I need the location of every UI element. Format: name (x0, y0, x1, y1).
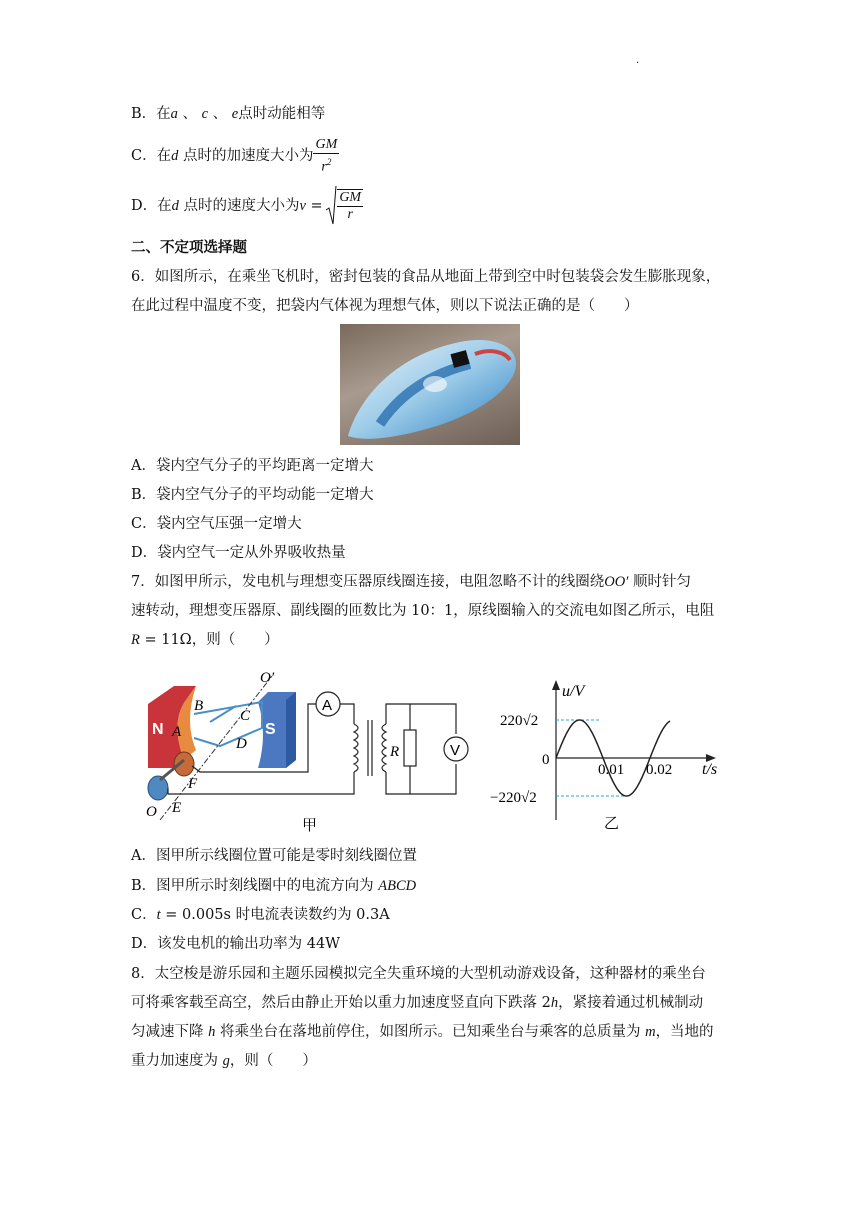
label-o-prime: O′ (260, 670, 275, 686)
q7-option-b: B．图甲所示时刻线圈中的电流方向为 ABCD (131, 878, 417, 894)
xtick-2: 0.02 (646, 762, 673, 778)
q6-option-a: A．袋内空气分子的平均距离一定增大 (131, 458, 374, 474)
xtick-1: 0.01 (598, 762, 625, 778)
x-axis-label: t/s (702, 761, 718, 778)
label-d: D (236, 736, 247, 752)
sqrt-sign-icon (325, 184, 337, 228)
sqrt-expression: $\frac{GM}{r}$ (327, 184, 363, 228)
label-o: O (146, 804, 157, 820)
resistor-r (404, 730, 416, 766)
caption-jia: 甲 (302, 816, 318, 834)
q6-option-d: D．袋内空气一定从外界吸收热量 (131, 545, 346, 561)
primary-coil (354, 724, 358, 772)
label-s: S (265, 721, 276, 738)
ytick-top: 220√2 (500, 713, 539, 729)
q6-stem-line2: 在此过程中温度不变，把袋内气体视为理想气体，则以下说法正确的是（ ） (131, 298, 639, 314)
ytick-zero: 0 (542, 752, 550, 768)
inflated-bag-icon (340, 324, 520, 445)
q8-stem-line1: 8．太空梭是游乐园和主题乐园模拟完全失重环境的大型机动游戏设备，这种器材的乘坐台 (131, 966, 706, 982)
figure-jia-generator (140, 664, 470, 834)
label-c: C (240, 708, 251, 724)
ammeter-label: A (322, 697, 333, 714)
label-b: B (194, 698, 204, 714)
resistor-label: R (390, 744, 400, 760)
secondary-coil (382, 724, 386, 772)
q8-stem-line4: 重力加速度为 g，则（ ） (131, 1053, 317, 1069)
food-bag-photo (340, 324, 520, 445)
coil-loop (194, 702, 262, 746)
option-d-q5: D．在d 点时的速度大小为v = $\frac{GM}{r}$ (131, 184, 363, 228)
q8-stem-line2: 可将乘客载至高空，然后由静止开始以重力加速度竖直向下跌落 2h，紧接着通过机械制动 (131, 995, 704, 1011)
q6-option-c: C．袋内空气压强一定增大 (131, 516, 302, 532)
q7-stem-line3: R = 11Ω，则（ ） (131, 632, 279, 648)
section-title: 二、不定项选择题 (131, 239, 247, 256)
q8-stem-line3: 匀减速下降 h 将乘坐台在落地前停住，如图所示。已知乘坐台与乘客的总质量为 m，当地的 (131, 1024, 714, 1040)
voltmeter-label: V (450, 742, 461, 759)
ytick-bottom: −220√2 (490, 790, 537, 806)
label-e: E (172, 800, 182, 816)
q7-option-d: D．该发电机的输出功率为 44W (131, 936, 341, 952)
option-c-q5: C．在d 点时的加速度大小为 $\frac{GM}{r^2}$ (131, 136, 338, 175)
label-a: A (172, 724, 182, 740)
q7-option-a: A．图甲所示线圈位置可能是零时刻线圈位置 (131, 848, 417, 864)
caption-yi: 乙 (604, 814, 620, 832)
y-axis-label: u/V (562, 683, 585, 700)
option-b-q5: B．在a 、 c 、 e点时动能相等 (131, 106, 326, 122)
fraction-gm-r2: $\frac{GM}{r^2}$ (315, 136, 338, 175)
q7-stem-line1: 7．如图甲所示，发电机与理想变压器原线圈连接，电阻忽略不计的线圈绕OO′ 顺时针匀 (131, 574, 691, 590)
label-n: N (152, 721, 164, 738)
q6-stem-line1: 6．如图所示，在乘坐飞机时，密封包装的食品从地面上带到空中时包装袋会发生膨胀现象， (131, 269, 721, 285)
label-f: F (188, 776, 198, 792)
figure-yi-waveform (488, 680, 728, 836)
q6-option-b: B．袋内空气分子的平均动能一定增大 (131, 487, 374, 503)
header-mark: · (636, 58, 640, 69)
q7-option-c: C．t = 0.005s 时电流表读数约为 0.3A (131, 907, 390, 923)
q7-stem-line2: 速转动，理想变压器原、副线圈的匝数比为 10：1，原线圈输入的交流电如图乙所示，电阻 (131, 603, 715, 619)
slip-ring-e (148, 776, 168, 800)
